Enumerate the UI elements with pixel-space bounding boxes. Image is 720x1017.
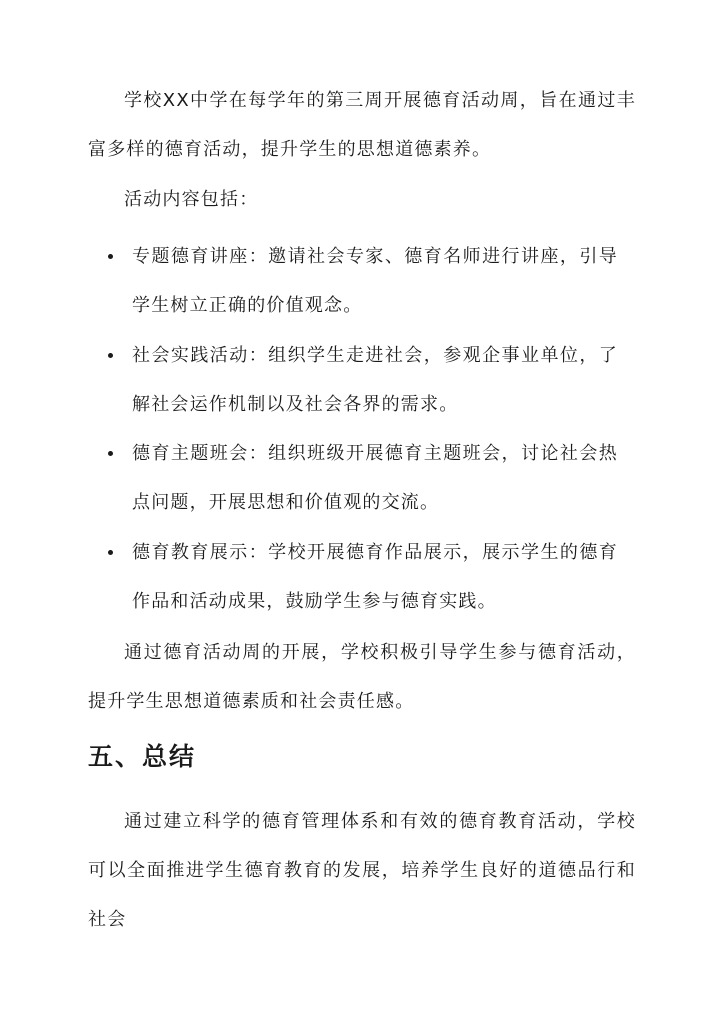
bullet-icon — [108, 550, 113, 555]
list-item-text: 德育教育展示：学校开展德育作品展示，展示学生的德育作品和活动成果，鼓励学生参与德育实践。 — [132, 542, 618, 612]
list-intro: 活动内容包括： — [124, 189, 259, 210]
list-item-text: 社会实践活动：组织学生走进社会，参观企事业单位，了解社会运作机制以及社会各界的需求。 — [132, 345, 618, 415]
list-item-text: 专题德育讲座：邀请社会专家、德育名师进行讲座，引导学生树立正确的价值观念。 — [132, 246, 618, 316]
bullet-icon — [108, 353, 113, 358]
bullet-icon — [108, 254, 113, 259]
conclusion-paragraph: 通过建立科学的德育管理体系和有效的德育教育活动，学校可以全面推进学生德育教育的发展，培养学生良好的道德品行和社会 — [88, 811, 636, 930]
list-item-text: 德育主题班会：组织班级开展德育主题班会，讨论社会热点问题，开展思想和价值观的交流。 — [132, 443, 618, 513]
section-heading: 五、总结 — [88, 742, 197, 771]
summary-paragraph: 通过德育活动周的开展，学校积极引导学生参与德育活动，提升学生思想道德素质和社会责任感。 — [88, 642, 636, 712]
bullet-icon — [108, 451, 113, 456]
intro-paragraph: 学校XX中学在每学年的第三周开展德育活动周，旨在通过丰富多样的德育活动，提升学生的思想道德素养。 — [88, 90, 636, 160]
